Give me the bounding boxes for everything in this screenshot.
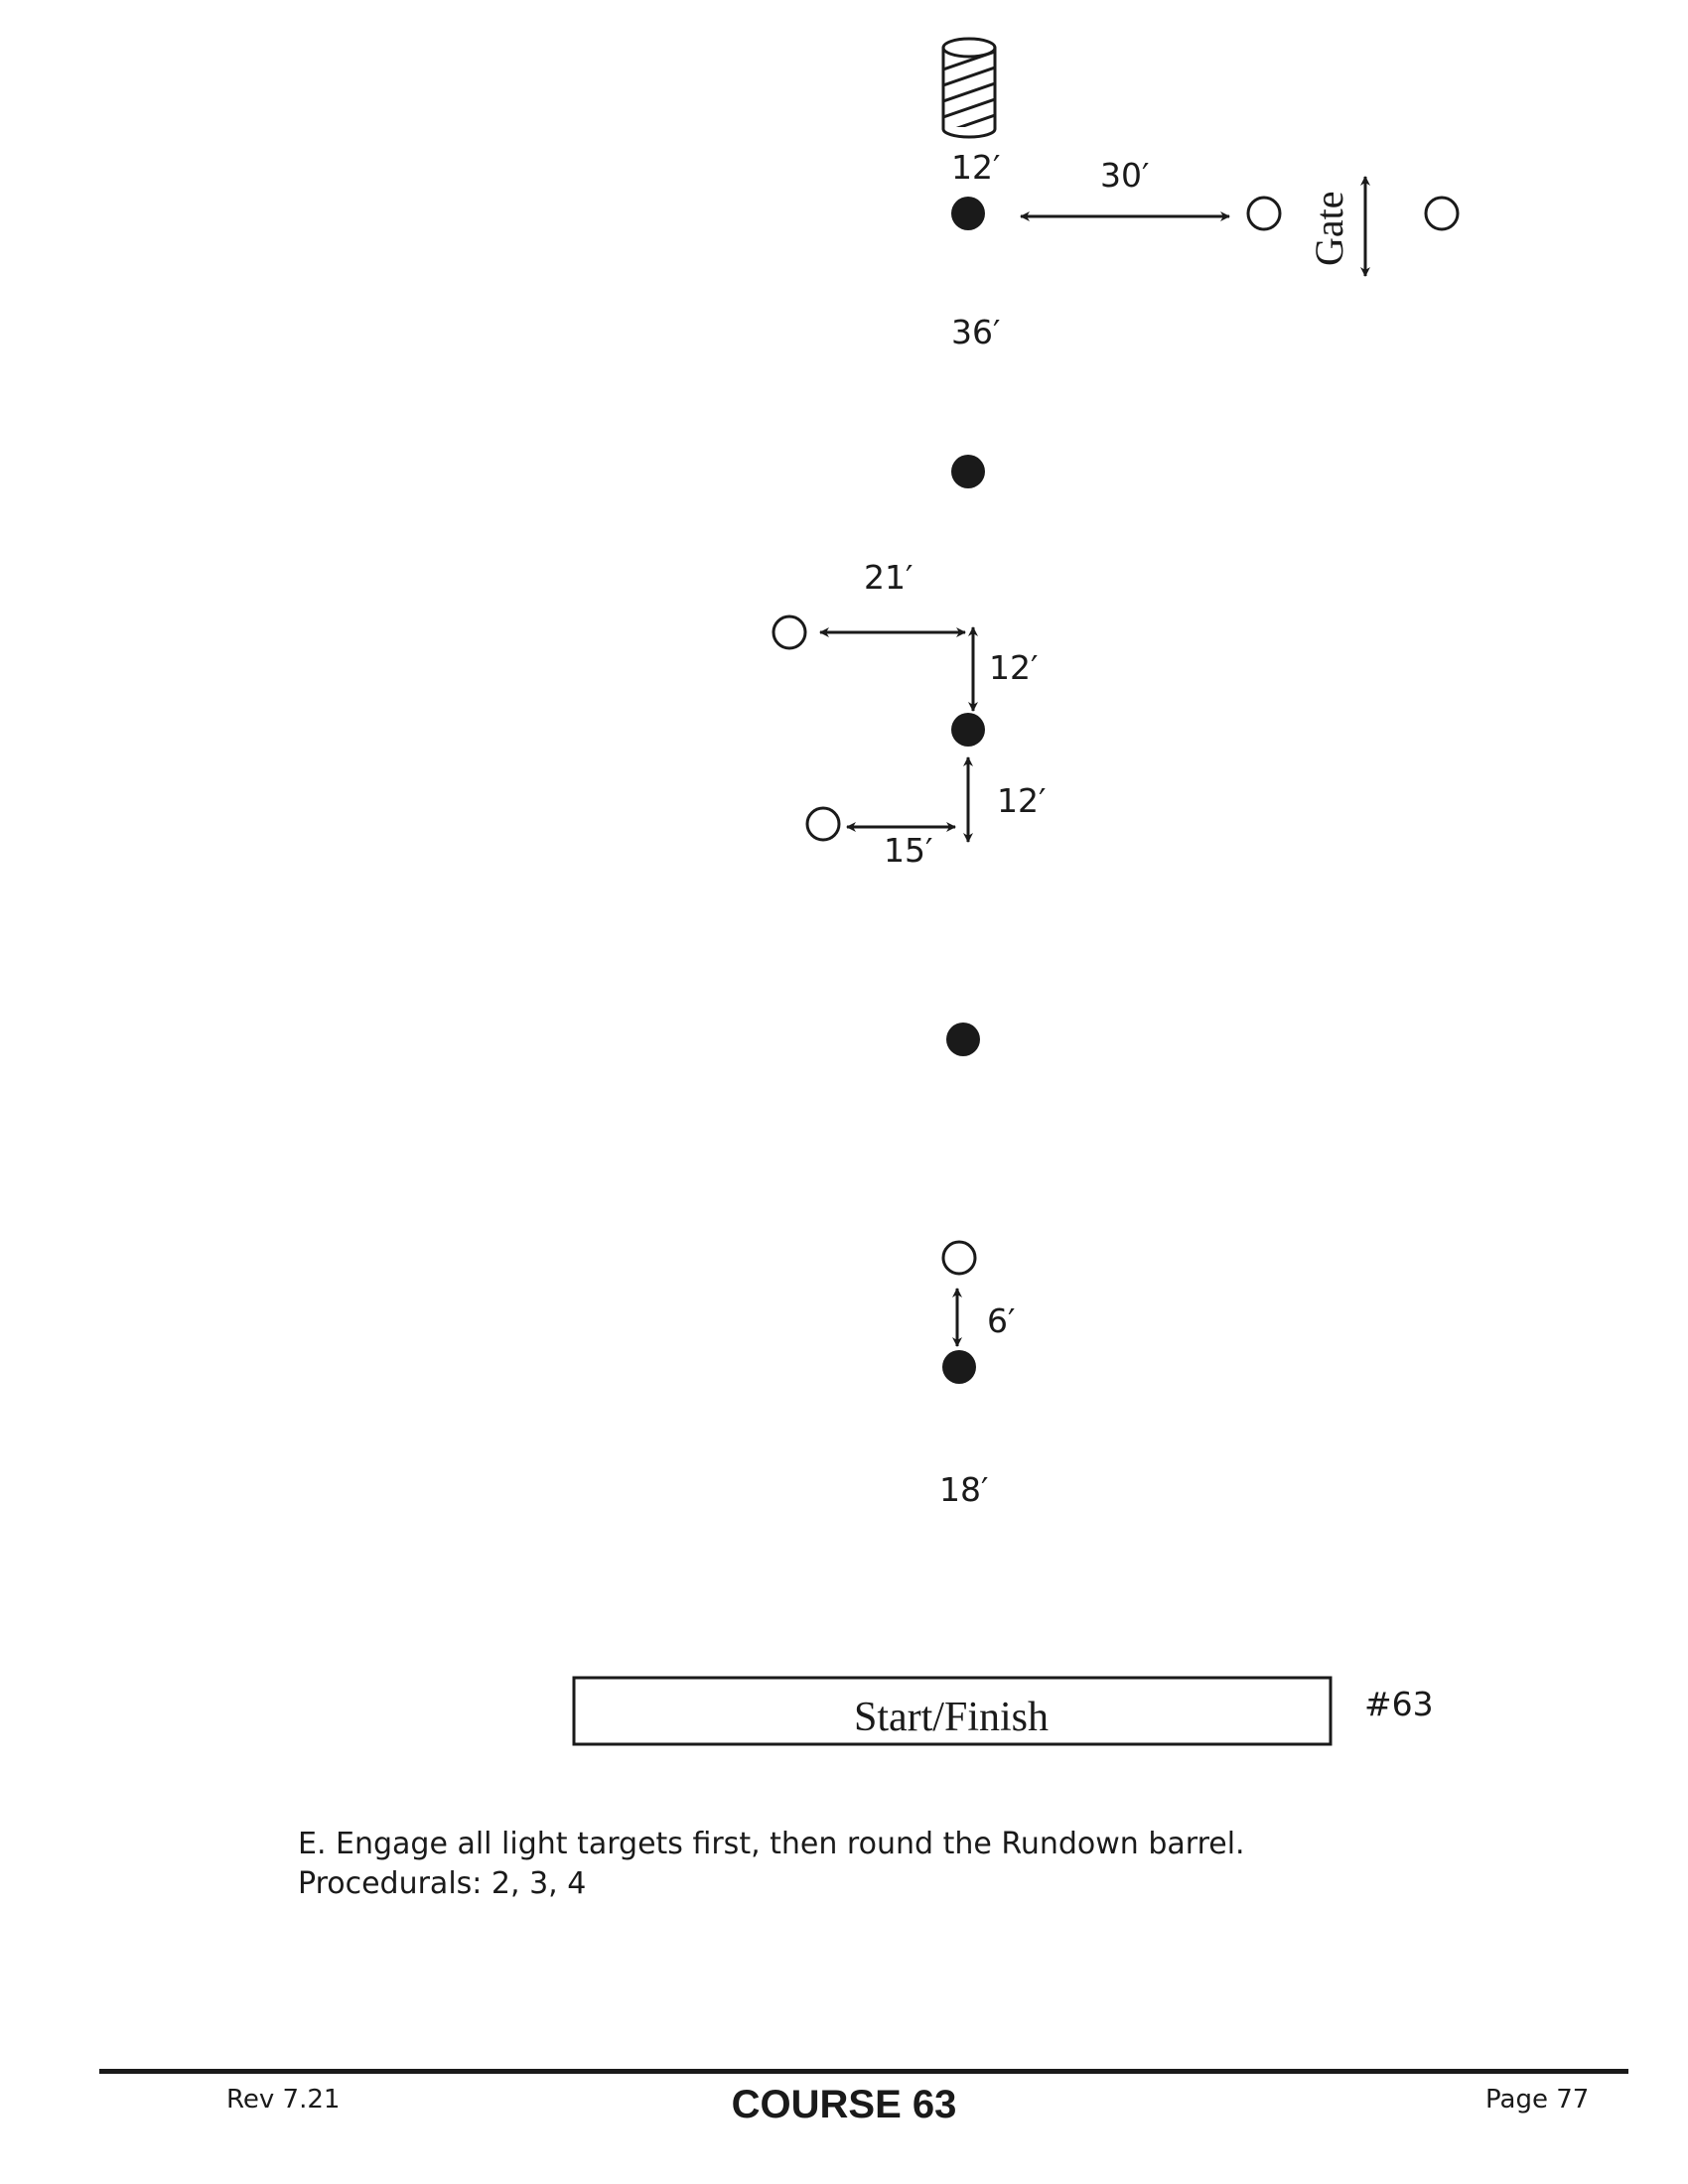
course-title: COURSE 63 [731,2083,957,2126]
instructions [298,1825,1440,1904]
course-tag: #63 [1364,1685,1434,1723]
instruction-line: E. Engage all light targets first, then round the Rundown barrel. [298,1827,1245,1861]
light-target [807,808,839,840]
page-number: Page 77 [1485,2085,1590,2115]
light-target [1426,198,1458,229]
distance-label: 36′ [951,313,1001,351]
light-target [943,1242,975,1274]
light-target [774,616,805,648]
heavy-target [946,1023,980,1056]
distance-label-barrel: 12′ [951,148,1001,187]
distance-label: 18′ [939,1470,989,1509]
heavy-target [951,197,985,230]
start-finish-label: Start/Finish [853,1695,1050,1740]
distance-label: 6′ [987,1301,1016,1340]
procedurals-line: Procedurals: 2, 3, 4 [298,1866,587,1901]
gate-label: Gate [1307,191,1351,266]
light-target [1248,198,1280,229]
distance-label: 12′ [989,648,1039,687]
footer-divider [99,2069,1628,2074]
distance-label: 21′ [864,558,914,597]
heavy-target [951,713,985,747]
distance-label: 15′ [884,831,933,870]
heavy-target [951,455,985,488]
heavy-target [942,1350,976,1384]
distance-label: 12′ [997,781,1047,820]
distance-label-gate-offset: 30′ [1100,156,1150,195]
revision-label: Rev 7.21 [226,2085,341,2115]
barrel-icon [943,39,995,137]
